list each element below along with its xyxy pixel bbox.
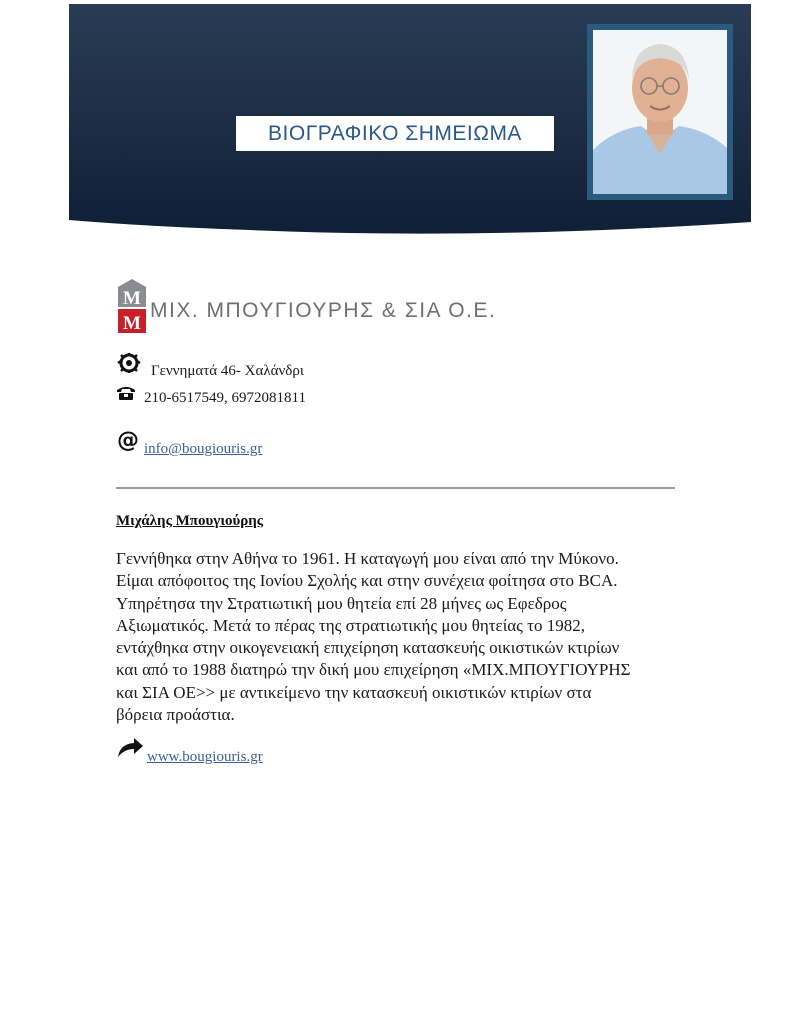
email-link[interactable]: info@bougiouris.gr [144, 441, 263, 457]
section-divider [116, 487, 675, 489]
bio-line: και από το 1988 διατηρώ την δική μου επιχείρηση «ΜΙΧ.ΜΠΟΥΓΙΟΥΡΗΣ [116, 660, 631, 680]
biography-text [116, 548, 676, 726]
bio-line: Γεννήθηκα στην Αθήνα το 1961. Η καταγωγή μου είναι από την Μύκονο. [116, 549, 619, 568]
map-pin-icon [116, 352, 143, 374]
at-sign-icon [116, 427, 140, 451]
telephone-icon [116, 385, 136, 401]
bio-line: βόρεια προάστια. [116, 705, 235, 725]
bio-line: Αξιωματικός. Μετά το πέρας της στρατιωτικής μου θητείας το 1982, [116, 615, 585, 635]
company-name: ΜΙΧ. ΜΠΟΥΓΙΟΥΡΗΣ & ΣΙΑ Ο.Ε. [150, 299, 497, 322]
website-link[interactable]: www.bougiouris.gr [147, 749, 263, 765]
document-title: ΒΙΟΓΡΑΦΙΚΟ ΣΗΜΕΙΩΜΑ [235, 115, 555, 152]
share-arrow-icon [116, 736, 144, 758]
bio-line: Είμαι απόφοιτος της Ιονίου Σχολής και στην συνέχεια φοίτησα στο BCA. [116, 571, 618, 591]
monogram-logo-icon [116, 279, 148, 335]
monogram-bottom: M [123, 313, 141, 334]
website-row [116, 736, 436, 766]
address-row [116, 352, 436, 379]
bio-line: εντάχθηκα στην οικογενειακή επιχείρηση κατασκευής οικιστικών κτιρίων [116, 638, 620, 658]
phone-row [116, 383, 436, 405]
company-logo [116, 279, 496, 335]
email-row [116, 427, 436, 461]
person-name: Μιχάλης Μπουγιούρης [116, 513, 264, 529]
svg-text:@: @ [117, 428, 139, 451]
profile-photo [587, 24, 733, 200]
portrait-image [593, 30, 727, 194]
bio-line: και ΣΙΑ ΟΕ>> με αντικείμενο την κατασκευή οικιστικών κτιρίων στα [116, 682, 592, 702]
address-text: Γεννηματά 46- Χαλάνδρι [151, 363, 304, 379]
phone-text: 210-6517549, 6972081811 [144, 390, 306, 406]
bio-line: Υπηρέτησα την Στρατιωτική μου θητεία επί 28 μήνες ως Εφεδρος [116, 593, 567, 613]
monogram-top: M [123, 288, 141, 309]
